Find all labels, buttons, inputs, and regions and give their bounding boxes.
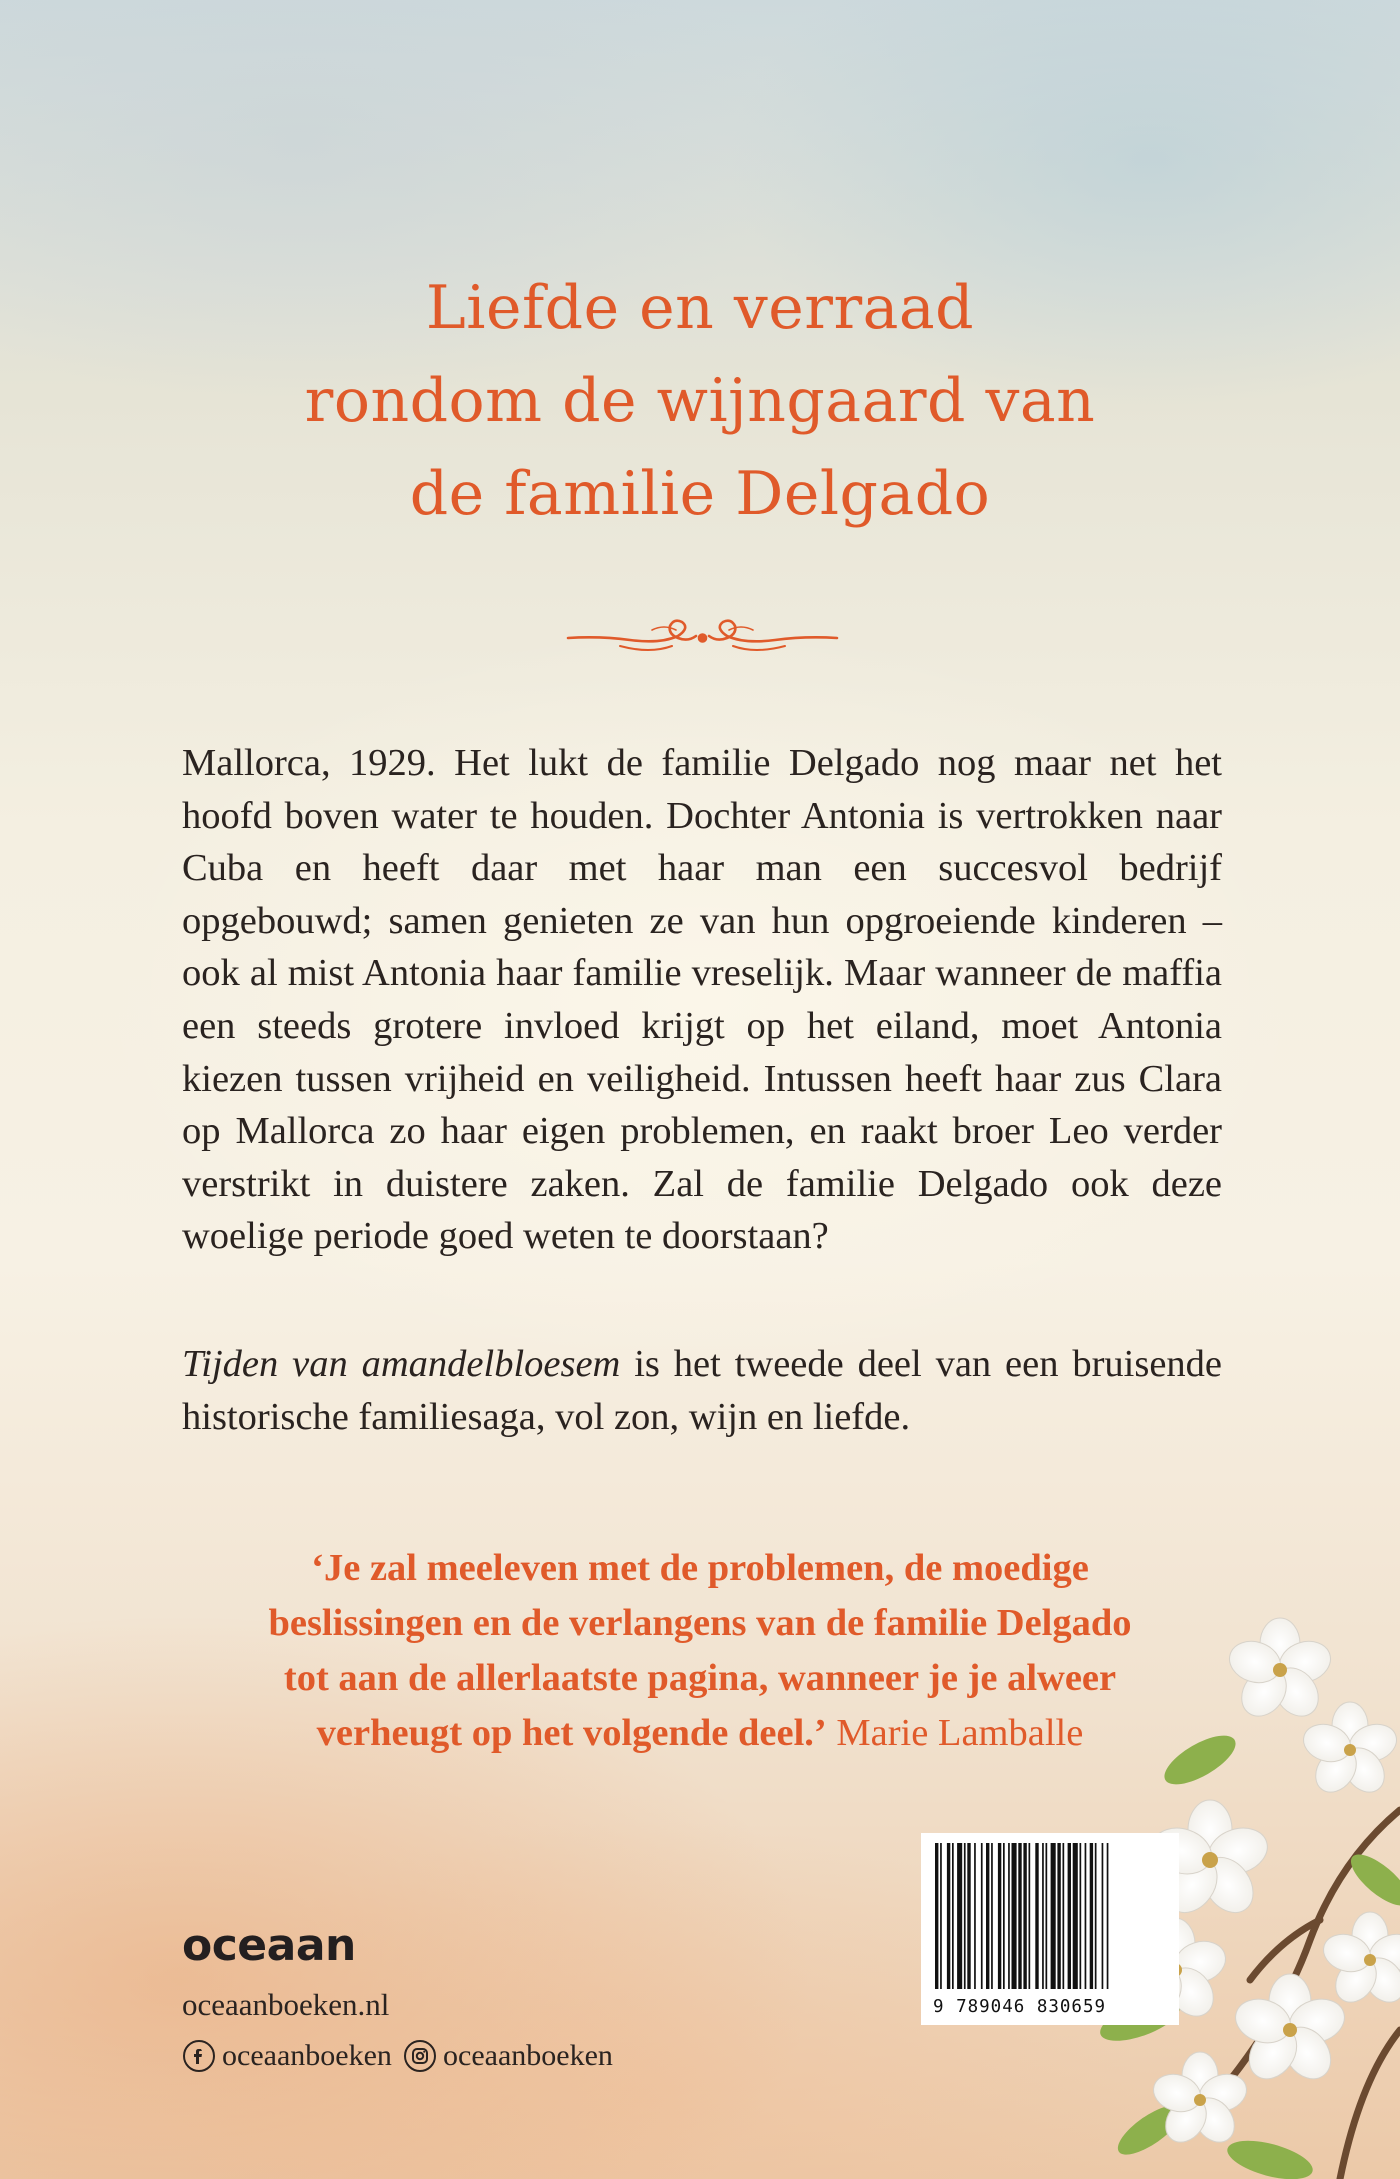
facebook-handle: oceaanboeken (222, 2039, 392, 2072)
instagram-link[interactable] (403, 2038, 613, 2074)
tagline (0, 262, 1400, 541)
instagram-handle: oceaanboeken (443, 2039, 613, 2072)
barcode-number: 9 789046 830659 (933, 1997, 1107, 2017)
quote-author: Marie Lamballe (836, 1712, 1084, 1754)
tagline-line-2: rondom de wijngaard van (304, 366, 1096, 436)
quote-line-2: beslissingen en de verlangens van de familie Delgado (268, 1602, 1132, 1644)
publisher-logo: oceaan (182, 1920, 356, 1971)
facebook-link[interactable] (182, 2038, 392, 2074)
blurb-paragraph-2 (182, 1338, 1222, 1443)
instagram-icon (403, 2039, 437, 2073)
tagline-line-3: de familie Delgado (409, 459, 991, 529)
barcode (921, 1833, 1179, 2025)
publisher-website[interactable]: oceaanboeken.nl (182, 1987, 390, 2022)
barcode-bars-icon (921, 1843, 1179, 2003)
quote-line-1: ‘Je zal meeleven met de problemen, de moedige (311, 1547, 1089, 1589)
blurb-paragraph-2-text: is het tweede deel van een bruisende historische familiesaga, vol zon, wijn en liefde. (182, 1343, 1223, 1438)
book-title: Tijden van amandelbloesem (182, 1343, 621, 1385)
flourish-ornament-icon (560, 616, 845, 660)
tagline-line-1: Liefde en verraad (425, 273, 975, 343)
facebook-icon (182, 2039, 216, 2073)
quote-line-4: verheugt op het volgende deel.’ (316, 1712, 827, 1754)
quote-line-3: tot aan de allerlaatste pagina, wanneer je je alweer (283, 1657, 1117, 1699)
blurb-paragraph-1: Mallorca, 1929. Het lukt de familie Delgado nog maar net het hoofd boven water te houden. Dochter Antonia is vertrokken naar Cuba en heeft daar met haar man een succesvol bedrijf opgebouwd; samen genieten ze van hun opgroeiende kinderen – ook al mist Antonia haar familie vreselijk. Maar wanneer de maffia een steeds grotere invloed krijgt op het eiland, moet Antonia kiezen tussen vrijheid en veiligheid. Intussen heeft haar zus Clara op Mallorca zo haar eigen problemen, en raakt broer Leo verder verstrikt in duistere zaken. Zal de familie Delgado ook deze woelige periode goed weten te doorstaan? (182, 742, 1222, 1258)
